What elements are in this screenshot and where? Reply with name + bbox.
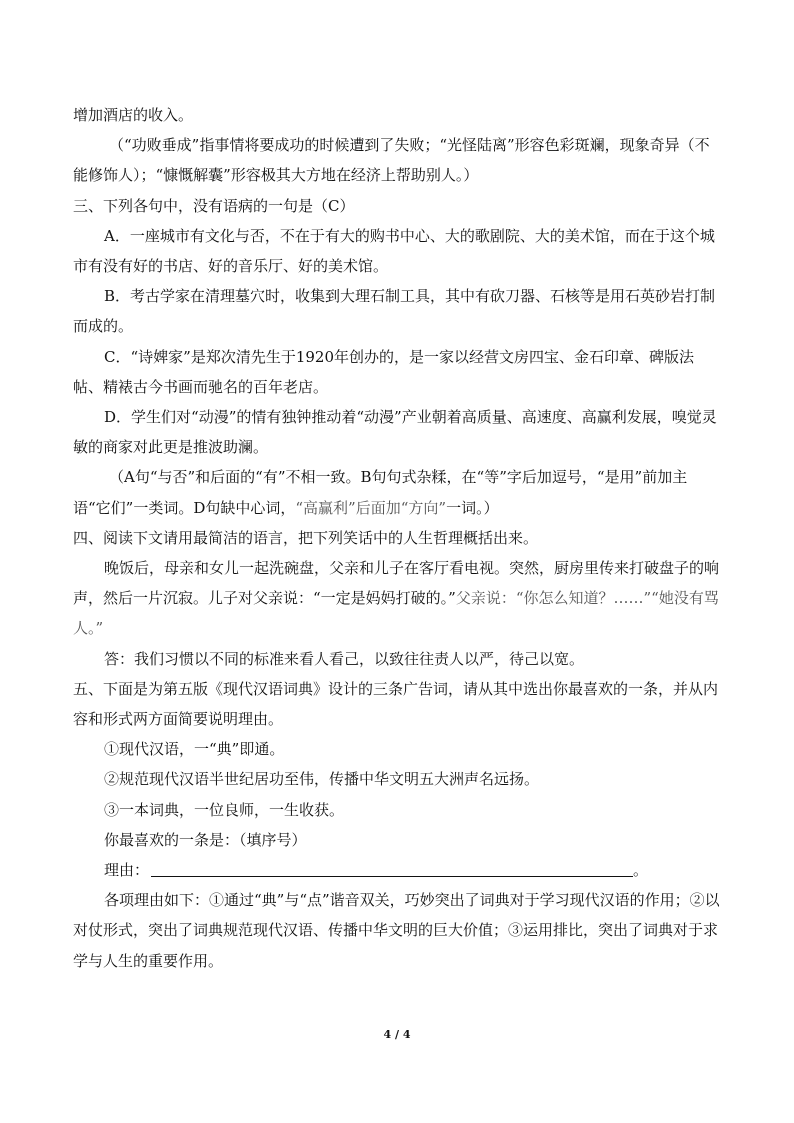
question-4-story — [73, 553, 723, 644]
document-body — [73, 100, 723, 976]
question-3-option-d: D．学生们对“动漫”的情有独钟推动着“动漫”产业朝着高质量、高速度、高赢利发展，嗅觉灵敏的商家对此更是推波助澜。 — [73, 408, 717, 457]
question-5-option-1: ①现代汉语，一“典”即通。 — [104, 740, 285, 759]
question-5-favorite-prompt: 你最喜欢的一条是：（填序号） — [104, 830, 307, 849]
question-5-reason-label: 理由： — [104, 861, 150, 880]
question-3-note-part-c: 一词。） — [446, 498, 499, 517]
question-4-story-part-a: 晚饭后，母亲和女儿一起洗碗盘，父亲和儿子在客厅看电视。突然，厨房里传来打破盘子的响声，然后一片沉寂。儿子对父亲说：“一定是妈妈打破的。” — [73, 559, 720, 608]
question-3-heading: 三、下列各句中，没有语病的一句是（C） — [73, 196, 355, 215]
question-5-option-2: ②规范现代汉语半世纪居功至伟，传播中华文明五大洲声名远扬。 — [104, 770, 540, 789]
question-5-explanation: 各项理由如下：①通过“典”与“点”谐音双关，巧妙突出了词典对于学习现代汉语的作用；②以对仗形式，突出了词典规范现代汉语、传播中华文明的巨大价值；③运用排比，突出了词典对于求学与人生的重要作用。 — [73, 891, 720, 970]
reason-blank-line[interactable] — [151, 859, 633, 877]
question-3-note — [73, 462, 723, 522]
question-5-reason-line — [73, 855, 723, 885]
question-4-answer: 答：我们习惯以不同的标准来看人看己，以致往往责人以严，待己以宽。 — [104, 649, 585, 668]
page-number: 4 / 4 — [383, 1028, 411, 1041]
question-5-option-3: ③一本词典，一位良师，一生收获。 — [104, 800, 345, 819]
question-3-option-c: C．“诗婢家”是郑次清先生于1920年创办的，是一家以经营文房四宝、金石印章、碑版法帖、精裱古今书画而驰名的百年老店。 — [73, 347, 694, 396]
question-4-heading: 四、阅读下文请用最简洁的语言，把下列笑话中的人生哲理概括出来。 — [73, 528, 539, 547]
question-4-story-part-b: 父亲说：“你怎么知道？……”“她没有骂人。” — [73, 589, 719, 638]
paragraph-continuation: 增加酒店的收入。 — [73, 106, 194, 124]
question-3-note-part-a: （A句“与否”和后面的“有”不相一致。B句句式杂糅，在“等”字后加逗号，“是用”前加主语“它们”一类词。D句缺中心词， — [73, 468, 688, 517]
question-5-heading: 五、下面是为第五版《现代汉语词典》设计的三条广告词，请从其中选出你最喜欢的一条，并从内容和形式两方面简要说明理由。 — [73, 679, 719, 729]
paragraph-explanation-idioms: （“功败垂成”指事情将要成功的时候遭到了失败；“光怪陆离”形容色彩斑斓，现象奇异（不能修饰人）；“慷慨解囊”形容极其大方地在经济上帮助别人。） — [73, 136, 710, 185]
question-3-option-b: B．考古学家在清理墓穴时，收集到大理石制工具，其中有砍刀器、石核等是用石英砂岩打制而成的。 — [73, 287, 716, 336]
question-3-note-part-b: “高赢利”后面加“方向” — [295, 498, 447, 517]
question-3-option-a: A．一座城市有文化与否，不在于有大的购书中心、大的歌剧院、大的美术馆，而在于这个城市有没有好的书店、好的音乐厅、好的美术馆。 — [73, 226, 715, 276]
question-5-reason-end: 。 — [633, 861, 649, 880]
